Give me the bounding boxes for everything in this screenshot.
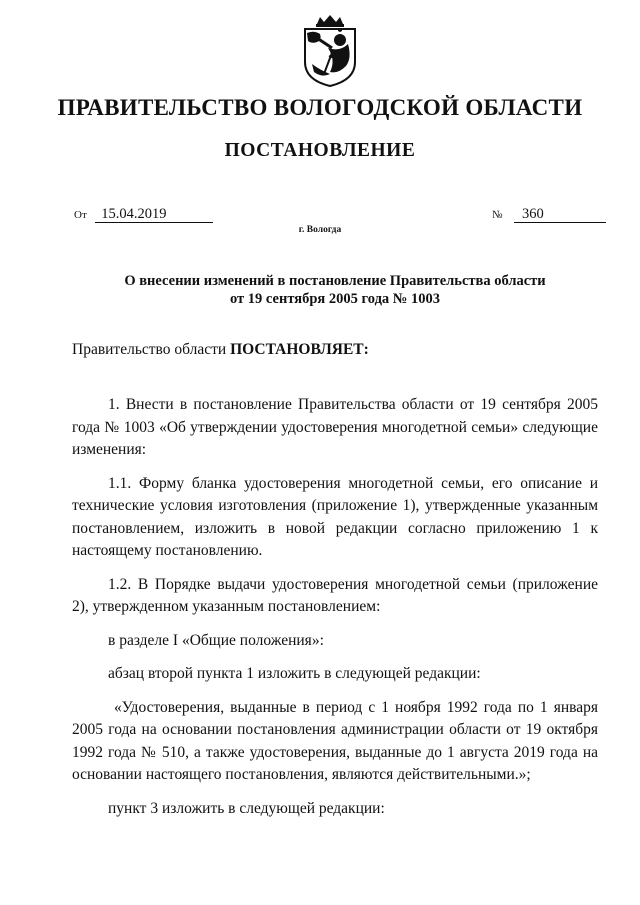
number-value: 360 [514,206,606,223]
decree-subject: Правительство области [72,341,231,358]
paragraph-punkt-3: пункт 3 изложить в следующей редакции: [108,799,385,817]
paragraph-section: в разделе I «Общие положения»: [108,631,324,649]
decree-verb: ПОСТАНОВЛЯЕТ: [230,341,369,358]
government-title: ПРАВИТЕЛЬСТВО ВОЛОГОДСКОЙ ОБЛАСТИ [57,95,583,120]
number-label: № [492,209,503,221]
document-subject [80,272,590,308]
city-name: г. Вологда [298,225,342,235]
decree-statement [72,341,369,359]
paragraph-abzac: абзац второй пункта 1 изложить в следующей редакции: [108,665,481,682]
date-field [74,206,213,223]
document-body [72,394,598,831]
date-value: 15.04.2019 [95,206,213,223]
paragraph-1: 1. Внести в постановление Правительства области от 19 сентября 2005 года № 1003 «Об утверждении удостоверения многодетной семьи» следующие изменения: [72,396,598,458]
number-field [492,206,606,223]
vologda-coat-of-arms-icon [300,14,360,88]
subject-line-1: О внесении изменений в постановление Правительства области [124,273,546,289]
paragraph-quote: «Удостоверения, выданные в период с 1 ноября 1992 года по 1 января 2005 года на основании постановления администрации области от 19 октября 1992 года № 510, а также удостоверения, выданные до 1 августа 2019 года на основании настоящего постановления, являются действительными.»; [72,698,598,783]
paragraph-1-1: 1.1. Форму бланка удостоверения многодетной семьи, его описание и технические условия изготовления (приложение 1), утвержденные указанным постановлением, изложить в новой редакции согласно приложению 1 к настоящему постановлению. [72,474,598,559]
date-label: От [74,209,87,221]
document-type: ПОСТАНОВЛЕНИЕ [224,140,416,161]
paragraph-1-2: 1.2. В Порядке выдачи удостоверения многодетной семьи (приложение 2), утвержденном указанным постановлением: [72,575,598,615]
subject-line-2: от 19 сентября 2005 года № 1003 [230,291,440,307]
